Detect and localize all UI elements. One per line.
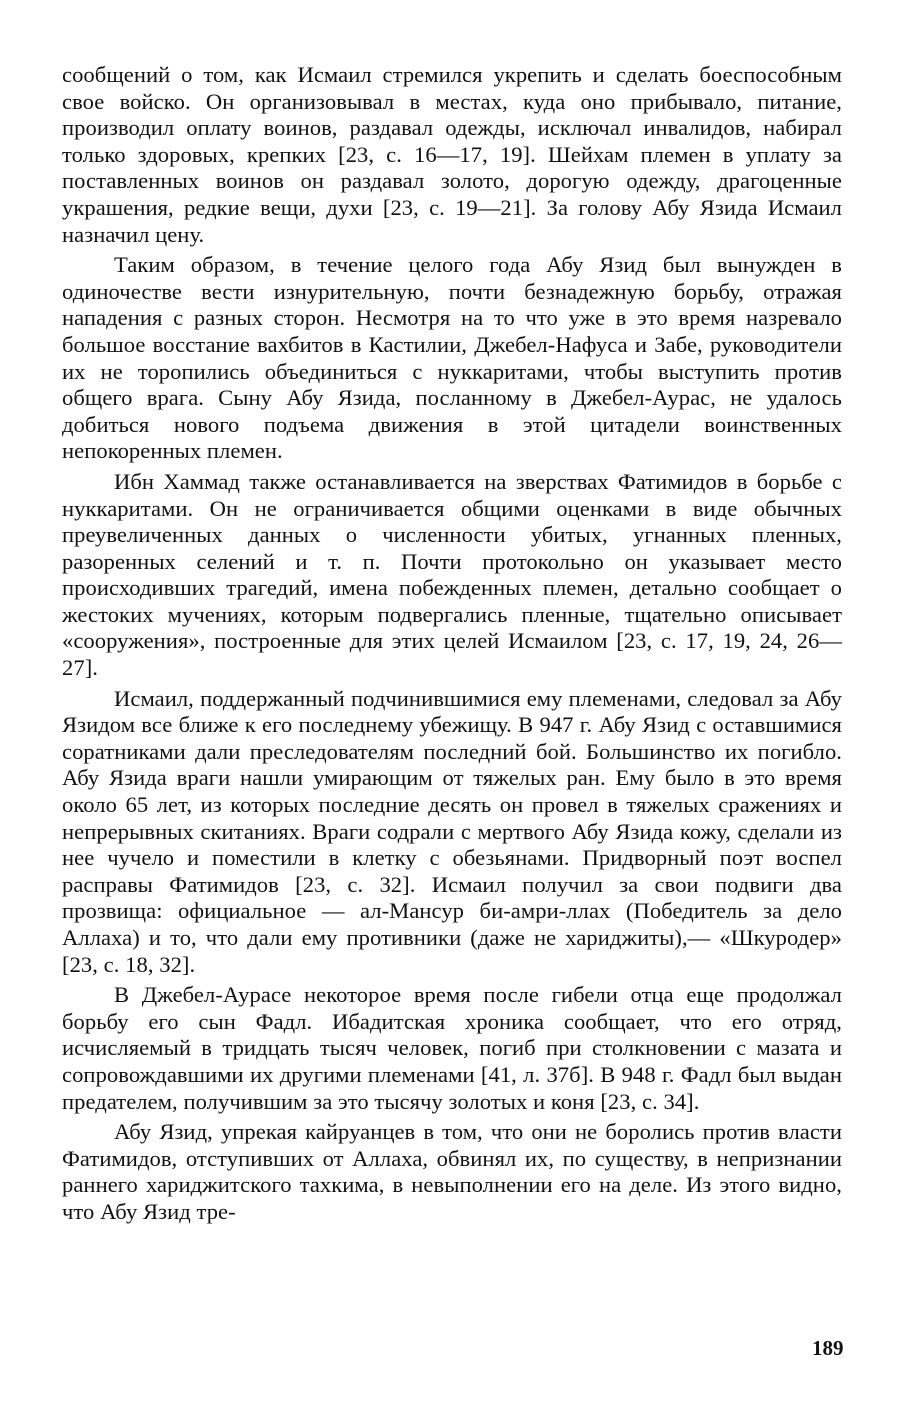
paragraph: Ибн Хаммад также останавливается на зверствах Фатимидов в борьбе с нуккаритами. Он не ограничивается общими оценками в виде обычных преувеличенных данных о численности убитых, угнанных пленных, разоренных селений и т. п. Почти протокольно он указывает место происходивших трагедий, имена побежденных племен, детально сообщает о жестоких мучениях, которым подвергались пленные, тщательно описывает «сооружения», построенные для этих целей Исмаилом [23, с. 17, 19, 24, 26—27]. [62,468,842,681]
page-number: 189 [812,1336,844,1360]
paragraph-continuation: сообщений о том, как Исмаил стремился укрепить и сделать боеспособным свое войско. Он организовывал в местах, куда оно прибывало, питание, производил оплату воинов, раздавал одежды, исключал инвалидов, набирал только здоровых, крепких [23, с. 16—17, 19]. Шейхам племен в уплату за поставленных воинов он раздавал золото, дорогую одежду, драгоценные украшения, редкие вещи, духи [23, с. 19—21]. За голову Абу Язида Исмаил назначил цену. [62,62,842,247]
paragraph: В Джебел-Аурасе некоторое время после гибели отца еще продолжал борьбу его сын Фадл. Ибадитская хроника сообщает, что его отряд, исчисляемый в тридцать тысяч человек, погиб при столкновении с мазата и сопровождавшими их другими племенами [41, л. 37б]. В 948 г. Фадл был выдан предателем, получившим за это тысячу золотых и коня [23, с. 34]. [62,982,842,1114]
paragraph: Таким образом, в течение целого года Абу Язид был вынужден в одиночестве вести изнурительную, почти безнадежную борьбу, отражая нападения с разных сторон. Несмотря на то что уже в это время назревало большое восстание вахбитов в Кастилии, Джебел-Нафуса и Забе, руководители их не торопились объединиться с нуккаритами, чтобы выступить против общего врага. Сыну Абу Язида, посланному в Джебел-Аурас, не удалось добиться нового подъема движения в этой цитадели воинственных непокоренных племен. [62,252,842,464]
body-text [62,62,842,1226]
paragraph: Абу Язид, упрекая кайруанцев в том, что они не боролись против власти Фатимидов, отступивших от Аллаха, обвинял их, по существу, в непризнании раннего хариджитского тахкима, в невыполнении его на деле. Из этого видно, что Абу Язид тре- [62,1119,842,1224]
paragraph: Исмаил, поддержанный подчинившимися ему племенами, следовал за Абу Язидом все ближе к его последнему убежищу. В 947 г. Абу Язид с оставшимися соратниками дали преследователям последний бой. Большинство их погибло. Абу Язида враги нашли умирающим от тяжелых ран. Ему было в это время около 65 лет, из которых последние десять он провел в тяжелых сражениях и непрерывных скитаниях. Враги содрали с мертвого Абу Язида кожу, сделали из нее чучело и поместили в клетку с обезьянами. Придворный поэт воспел расправы Фатимидов [23, с. 32]. Исмаил получил за свои подвиги два прозвища: официальное — ал-Мансур би-амри-ллах (Победитель за дело Аллаха) и то, что дали ему противники (даже не хариджиты),— «Шкуродер» [23, с. 18, 32]. [62,685,842,977]
